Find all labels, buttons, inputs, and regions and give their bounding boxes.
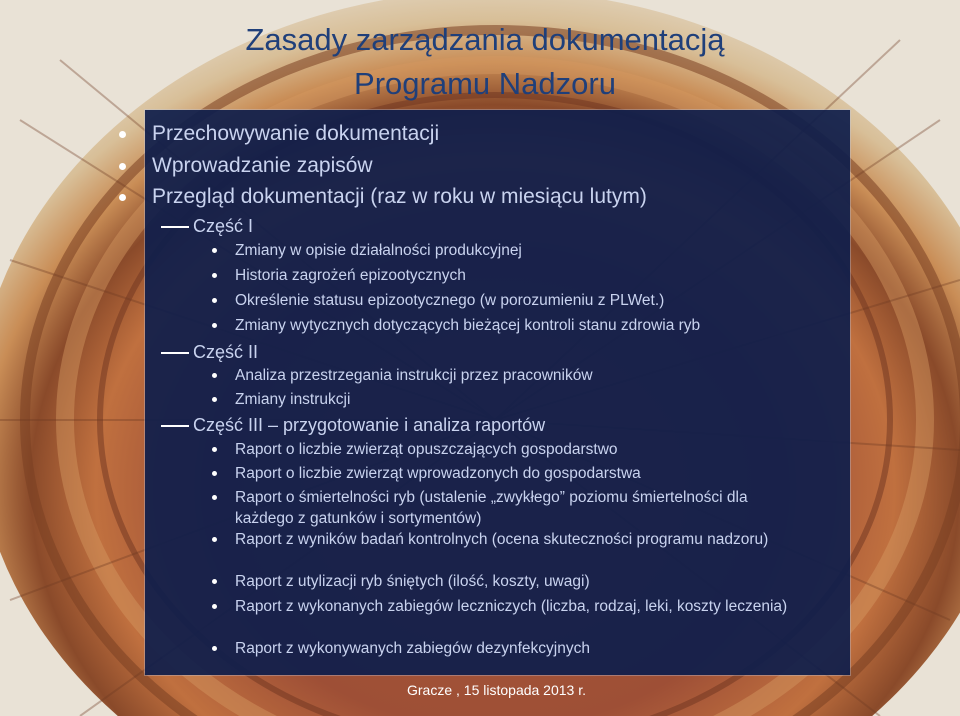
list-item xyxy=(235,571,590,592)
list-item xyxy=(152,153,373,179)
list-item xyxy=(235,265,466,286)
list-item-text: Raport z wykonywanych zabiegów dezynfekcyjnych xyxy=(235,640,590,657)
list-item-text: Wprowadzanie zapisów xyxy=(152,154,373,177)
bullet-icon xyxy=(212,471,217,476)
bullet-icon xyxy=(212,273,217,278)
section-heading-text: Część II xyxy=(193,342,259,362)
list-item-text: Zmiany wytycznych dotyczących bieżącej kontroli stanu zdrowia ryb xyxy=(235,317,701,334)
slide-footer: Gracze , 15 listopada 2013 r. xyxy=(407,682,586,698)
list-item xyxy=(235,290,664,311)
bullet-icon xyxy=(212,323,217,328)
bullet-icon xyxy=(119,194,126,201)
list-item-text: Raport z wyników badań kontrolnych (ocena skuteczności programu nadzoru) xyxy=(235,531,769,548)
bullet-icon xyxy=(212,579,217,584)
bullet-icon xyxy=(212,537,217,542)
bullet-icon xyxy=(119,163,126,170)
list-item xyxy=(152,121,439,147)
list-item-text: Raport o liczbie zwierząt wprowadzonych do gospodarstwa xyxy=(235,465,641,482)
slide-title-line-1: Zasady zarządzania dokumentacją xyxy=(245,22,725,57)
dash-icon xyxy=(161,226,189,228)
section-heading-part-1 xyxy=(193,214,253,238)
list-item xyxy=(235,439,618,460)
list-item xyxy=(235,365,593,386)
list-item xyxy=(235,389,350,410)
list-item xyxy=(152,184,647,210)
list-item xyxy=(235,596,805,617)
list-item-text: Przechowywanie dokumentacji xyxy=(152,122,440,145)
bullet-icon xyxy=(212,447,217,452)
section-heading-part-3 xyxy=(193,413,545,437)
list-item-text: Raport z utylizacji ryb śniętych (ilość, koszty, uwagi) xyxy=(235,573,590,590)
list-item-text: Analiza przestrzegania instrukcji przez pracowników xyxy=(235,367,593,384)
list-item xyxy=(235,240,522,261)
list-item-text: Raport o liczbie zwierząt opuszczających gospodarstwo xyxy=(235,441,618,458)
dash-icon xyxy=(161,352,189,354)
list-item xyxy=(235,529,805,550)
bullet-icon xyxy=(212,646,217,651)
bullet-icon xyxy=(212,373,217,378)
list-item-text: Zmiany w opisie działalności produkcyjnej xyxy=(235,242,522,259)
dash-icon xyxy=(161,425,189,427)
list-item xyxy=(235,315,700,336)
bullet-icon xyxy=(119,131,126,138)
list-item-text: Zmiany instrukcji xyxy=(235,391,351,408)
list-item xyxy=(235,487,805,529)
section-heading-part-2 xyxy=(193,340,258,364)
bullet-icon xyxy=(212,397,217,402)
bullet-icon xyxy=(212,495,217,500)
bullet-icon xyxy=(212,604,217,609)
list-item-text: Raport z wykonanych zabiegów leczniczych (liczba, rodzaj, leki, koszty leczenia) xyxy=(235,598,788,615)
list-item-text: Raport o śmiertelności ryb (ustalenie „zwykłego” poziomu śmiertelności dla każdego z gatunków i sortymentów) xyxy=(235,489,748,527)
slide-title xyxy=(190,18,780,106)
list-item-text: Przegląd dokumentacji (raz w roku w miesiącu lutym) xyxy=(152,185,647,208)
section-heading-text: Część I xyxy=(193,216,254,236)
slide-title-line-2: Programu Nadzoru xyxy=(354,66,616,101)
list-item xyxy=(235,638,590,659)
bullet-icon xyxy=(212,298,217,303)
list-item-text: Historia zagrożeń epizootycznych xyxy=(235,267,466,284)
section-heading-text: Część III – przygotowanie i analiza raportów xyxy=(193,415,546,435)
list-item-text: Określenie statusu epizootycznego (w porozumieniu z PLWet.) xyxy=(235,292,665,309)
bullet-icon xyxy=(212,248,217,253)
list-item xyxy=(235,463,641,484)
